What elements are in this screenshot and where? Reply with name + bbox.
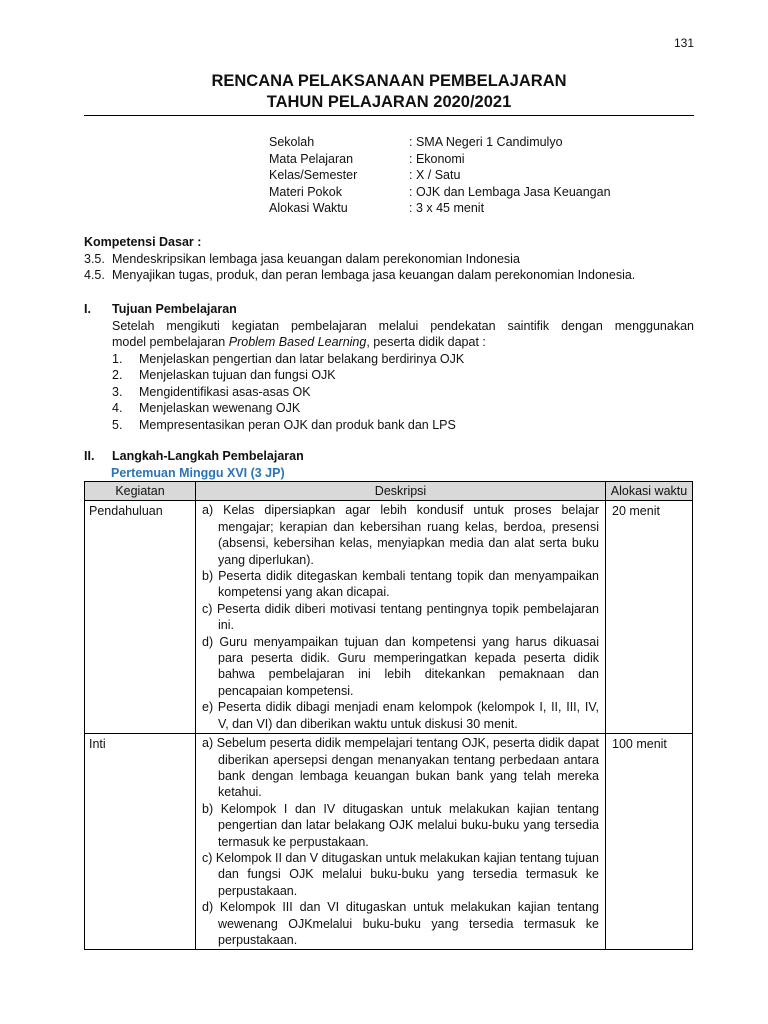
section-heading	[84, 301, 694, 318]
kompetensi-number: 3.5.	[84, 251, 105, 266]
meta-block	[269, 134, 611, 217]
section-title: Langkah-Langkah Pembelajaran	[112, 449, 304, 463]
section-tujuan	[84, 301, 694, 433]
description-item: a) Kelas dipersiapkan agar lebih kondusif untuk proses belajar mengajar; kerapian dan kebersihan ruang kelas, berdoa, presensi (absensi, kebersihan kelas, menyiapkan media dan alat serta buku yang diperlukan).	[202, 503, 599, 567]
description-item: d) Guru menyampaikan tujuan dan kompetensi yang harus dikuasai para peserta didik. Guru memperingatkan kepada peserta didik bahwa pembelajaran ini lebih ditekankan pemaknaan dan pencapaian kompetensi.	[202, 634, 599, 698]
objective-item	[84, 367, 694, 384]
meta-row	[269, 167, 611, 184]
objective-item	[84, 351, 694, 368]
description-item: b) Kelompok I dan IV ditugaskan untuk melakukan kajian tentang pengertian dan latar belakang OJK melalui buku-buku yang tersedia termasuk ke perpustakaan.	[202, 801, 599, 849]
steps-table	[84, 481, 693, 950]
meta-row	[269, 184, 611, 201]
kompetensi-item	[84, 251, 696, 268]
objective-text: Mengidentifikasi asas-asas OK	[139, 384, 311, 399]
objective-item	[84, 400, 694, 417]
description-item: c) Peserta didik diberi motivasi tentang pentingnya topik pembelajaran ini.	[202, 601, 599, 633]
objective-number: 3.	[112, 384, 123, 399]
meta-value: : SMA Negeri 1 Candimulyo	[409, 135, 563, 149]
intro-line-2	[84, 334, 694, 351]
objective-text: Menjelaskan pengertian dan latar belakang berdirinya OJK	[139, 351, 465, 366]
meta-label: Mata Pelajaran	[269, 151, 354, 166]
section-heading	[84, 448, 694, 465]
kompetensi-number: 4.5.	[84, 268, 105, 282]
description-item: e) Peserta didik dibagi menjadi enam kelompok (kelompok I, II, III, IV, V, dan VI) dan diberikan waktu untuk diskusi 30 menit.	[202, 700, 599, 731]
model-name: Problem Based Learning	[228, 335, 367, 349]
kegiatan-cell: Pendahuluan	[85, 501, 196, 734]
objective-number: 2.	[112, 368, 123, 382]
page-number: 131	[673, 36, 694, 50]
kegiatan-cell: Inti	[85, 734, 196, 950]
table-row	[85, 734, 693, 950]
intro-text: model pembelajaran	[112, 335, 229, 349]
kompetensi-dasar	[84, 234, 696, 284]
alokasi-cell: 100 menit	[606, 734, 693, 950]
intro-line-1: Setelah mengikuti kegiatan pembelajaran melalui pendekatan saintifik dengan menggunakan	[112, 318, 694, 333]
meta-label: Materi Pokok	[269, 184, 342, 199]
kompetensi-text: Menyajikan tugas, produk, dan peran lembaga jasa keuangan dalam perekonomian Indonesia.	[112, 268, 636, 282]
section-title: Tujuan Pembelajaran	[112, 302, 237, 316]
meta-label: Kelas/Semester	[269, 168, 358, 182]
table-header-row	[85, 482, 693, 501]
section-roman: I.	[84, 302, 91, 316]
title-line-2: TAHUN PELAJARAN 2020/2021	[266, 93, 512, 111]
objective-text: Menjelaskan tujuan dan fungsi OJK	[139, 368, 336, 382]
meta-row	[269, 200, 611, 217]
meta-label: Alokasi Waktu	[269, 201, 348, 215]
meta-row	[269, 151, 611, 168]
kompetensi-item	[84, 267, 696, 284]
meta-value: : 3 x 45 menit	[409, 201, 485, 215]
meeting-label: Pertemuan Minggu XVI (3 JP)	[111, 465, 285, 480]
kompetensi-text: Mendeskripsikan lembaga jasa keuangan dalam perekonomian Indonesia	[112, 251, 520, 266]
title-divider	[84, 115, 694, 116]
meta-row	[269, 134, 611, 151]
description-item: a) Sebelum peserta didik mempelajari tentang OJK, peserta didik dapat diberikan apersepsi dengan menanyakan tentang perbedaan antara bank dengan lembaga keuangan bukan bank yang telah mereka ketahui.	[202, 736, 599, 800]
description-item: b) Peserta didik ditegaskan kembali tentang topik dan menyampaikan kompetensi yang akan dicapai.	[202, 569, 599, 600]
objective-item	[84, 384, 694, 401]
objective-text: Mempresentasikan peran OJK dan produk bank dan LPS	[139, 417, 456, 432]
objective-item	[84, 417, 694, 434]
alokasi-cell: 20 menit	[606, 501, 693, 734]
section-langkah	[84, 448, 694, 481]
deskripsi-cell	[196, 734, 606, 950]
deskripsi-cell	[196, 501, 606, 734]
header-alokasi: Alokasi waktu	[606, 482, 693, 501]
table-row	[85, 501, 693, 734]
meta-label: Sekolah	[269, 135, 315, 149]
objective-text: Menjelaskan wewenang OJK	[139, 401, 301, 415]
header-deskripsi: Deskripsi	[196, 482, 606, 501]
meta-value: : X / Satu	[409, 168, 461, 182]
description-item: c) Kelompok II dan V ditugaskan untuk melakukan kajian tentang tujuan dan fungsi OJK melalui buku-buku yang tersedia termasuk ke perpustakaan.	[202, 850, 599, 898]
meta-value: : OJK dan Lembaga Jasa Keuangan	[409, 184, 611, 199]
intro-text: , peserta didik dapat :	[366, 335, 486, 349]
section-roman: II.	[84, 449, 95, 463]
description-item: d) Kelompok III dan VI ditugaskan untuk melakukan kajian tentang wewenang OJKmelalui buku-buku yang tersedia termasuk ke perpustakaan.	[202, 900, 599, 947]
document-title	[84, 71, 694, 113]
objective-number: 1.	[112, 351, 123, 366]
meta-value: : Ekonomi	[409, 151, 465, 166]
header-kegiatan: Kegiatan	[85, 482, 196, 501]
kompetensi-heading: Kompetensi Dasar :	[84, 235, 202, 249]
objective-number: 5.	[112, 417, 123, 432]
objective-number: 4.	[112, 401, 123, 415]
title-line-1: RENCANA PELAKSANAAN PEMBELAJARAN	[211, 72, 567, 90]
